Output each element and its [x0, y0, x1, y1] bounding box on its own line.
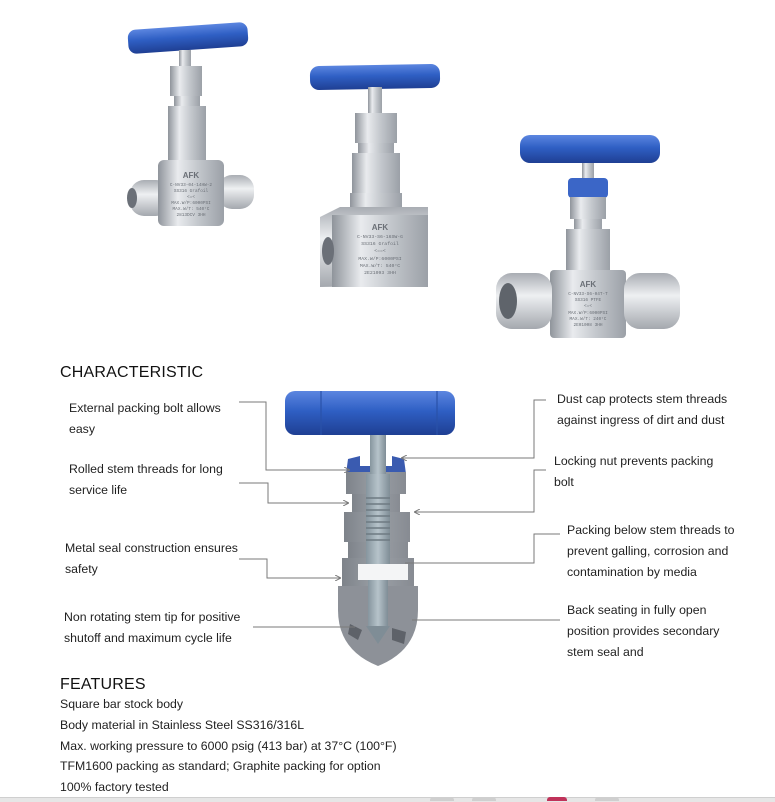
brand-mark: AFK	[182, 171, 200, 180]
svg-text:C-NV33-04-14HW-2: C-NV33-04-14HW-2	[169, 183, 213, 188]
svg-text:2813DCV 3HH: 2813DCV 3HH	[176, 213, 206, 218]
callout-back-seating: Back seating in fully open position provides secondary stem seal and	[567, 603, 720, 659]
callout-rolled-stem-threads: Rolled stem threads for long service life	[69, 462, 223, 497]
bottom-scroll-strip	[0, 797, 775, 802]
feature-item: 100% factory tested	[60, 780, 169, 795]
svg-text:MAX.W/T: 540°C: MAX.W/T: 540°C	[359, 264, 401, 269]
strip-marker-active	[547, 797, 567, 801]
svg-text:SS316 Grafoil: SS316 Grafoil	[173, 189, 209, 194]
svg-text:SS316 Grafoil: SS316 Grafoil	[361, 242, 399, 247]
svg-text:2E21093 3HH: 2E21093 3HH	[364, 271, 396, 276]
features-heading: FEATURES	[60, 676, 146, 693]
svg-text:<==<: <==<	[374, 249, 386, 254]
svg-text:C-NV33-S6-16SW-G: C-NV33-S6-16SW-G	[356, 235, 404, 240]
strip-marker	[472, 797, 496, 801]
brand-mark: AFK	[371, 223, 389, 232]
callout-locking-nut: Locking nut prevents packing bolt	[554, 454, 714, 489]
strip-marker	[430, 797, 454, 801]
svg-text:C-NV33-S6-04T-T: C-NV33-S6-04T-T	[568, 292, 608, 297]
feature-item: Body material in Stainless Steel SS316/316L	[60, 717, 305, 732]
svg-text:MAX.W/T: 540°C: MAX.W/T: 540°C	[172, 207, 210, 212]
svg-text:MAX.W/P:6000PSI: MAX.W/P:6000PSI	[171, 201, 211, 206]
characteristic-heading: CHARACTERISTIC	[60, 364, 204, 381]
feature-item: TFM1600 packing as standard; Graphite packing for option	[60, 759, 381, 774]
svg-text:2E01008 3HH: 2E01008 3HH	[573, 323, 603, 328]
brand-mark: AFK	[579, 280, 597, 289]
callout-external-packing-bolt: External packing bolt allows easy	[69, 401, 221, 436]
feature-item: Max. working pressure to 6000 psig (413 bar) at 37°C (100°F)	[60, 738, 397, 753]
callout-dust-cap: Dust cap protects stem threads against ingress of dirt and dust	[557, 392, 728, 427]
svg-text:MAX.W/P:6000PSI: MAX.W/P:6000PSI	[568, 311, 608, 316]
callout-non-rotating-stem-tip: Non rotating stem tip for positive shutoff and maximum cycle life	[64, 610, 241, 645]
feature-item: Square bar stock body	[60, 697, 184, 711]
svg-text:<=<: <=<	[187, 195, 195, 200]
callout-packing-below-threads: Packing below stem threads to prevent galling, corrosion and contamination by media	[567, 523, 735, 579]
svg-text:<=<: <=<	[584, 304, 592, 309]
callout-metal-seal: Metal seal construction ensures safety	[65, 541, 238, 576]
svg-text:MAX.W/T: 240°C: MAX.W/T: 240°C	[569, 317, 607, 322]
svg-text:MAX.W/P:6000PSI: MAX.W/P:6000PSI	[358, 257, 402, 262]
svg-text:SS316 PTFE: SS316 PTFE	[574, 298, 602, 303]
features-list	[60, 694, 460, 798]
strip-marker	[595, 797, 619, 801]
